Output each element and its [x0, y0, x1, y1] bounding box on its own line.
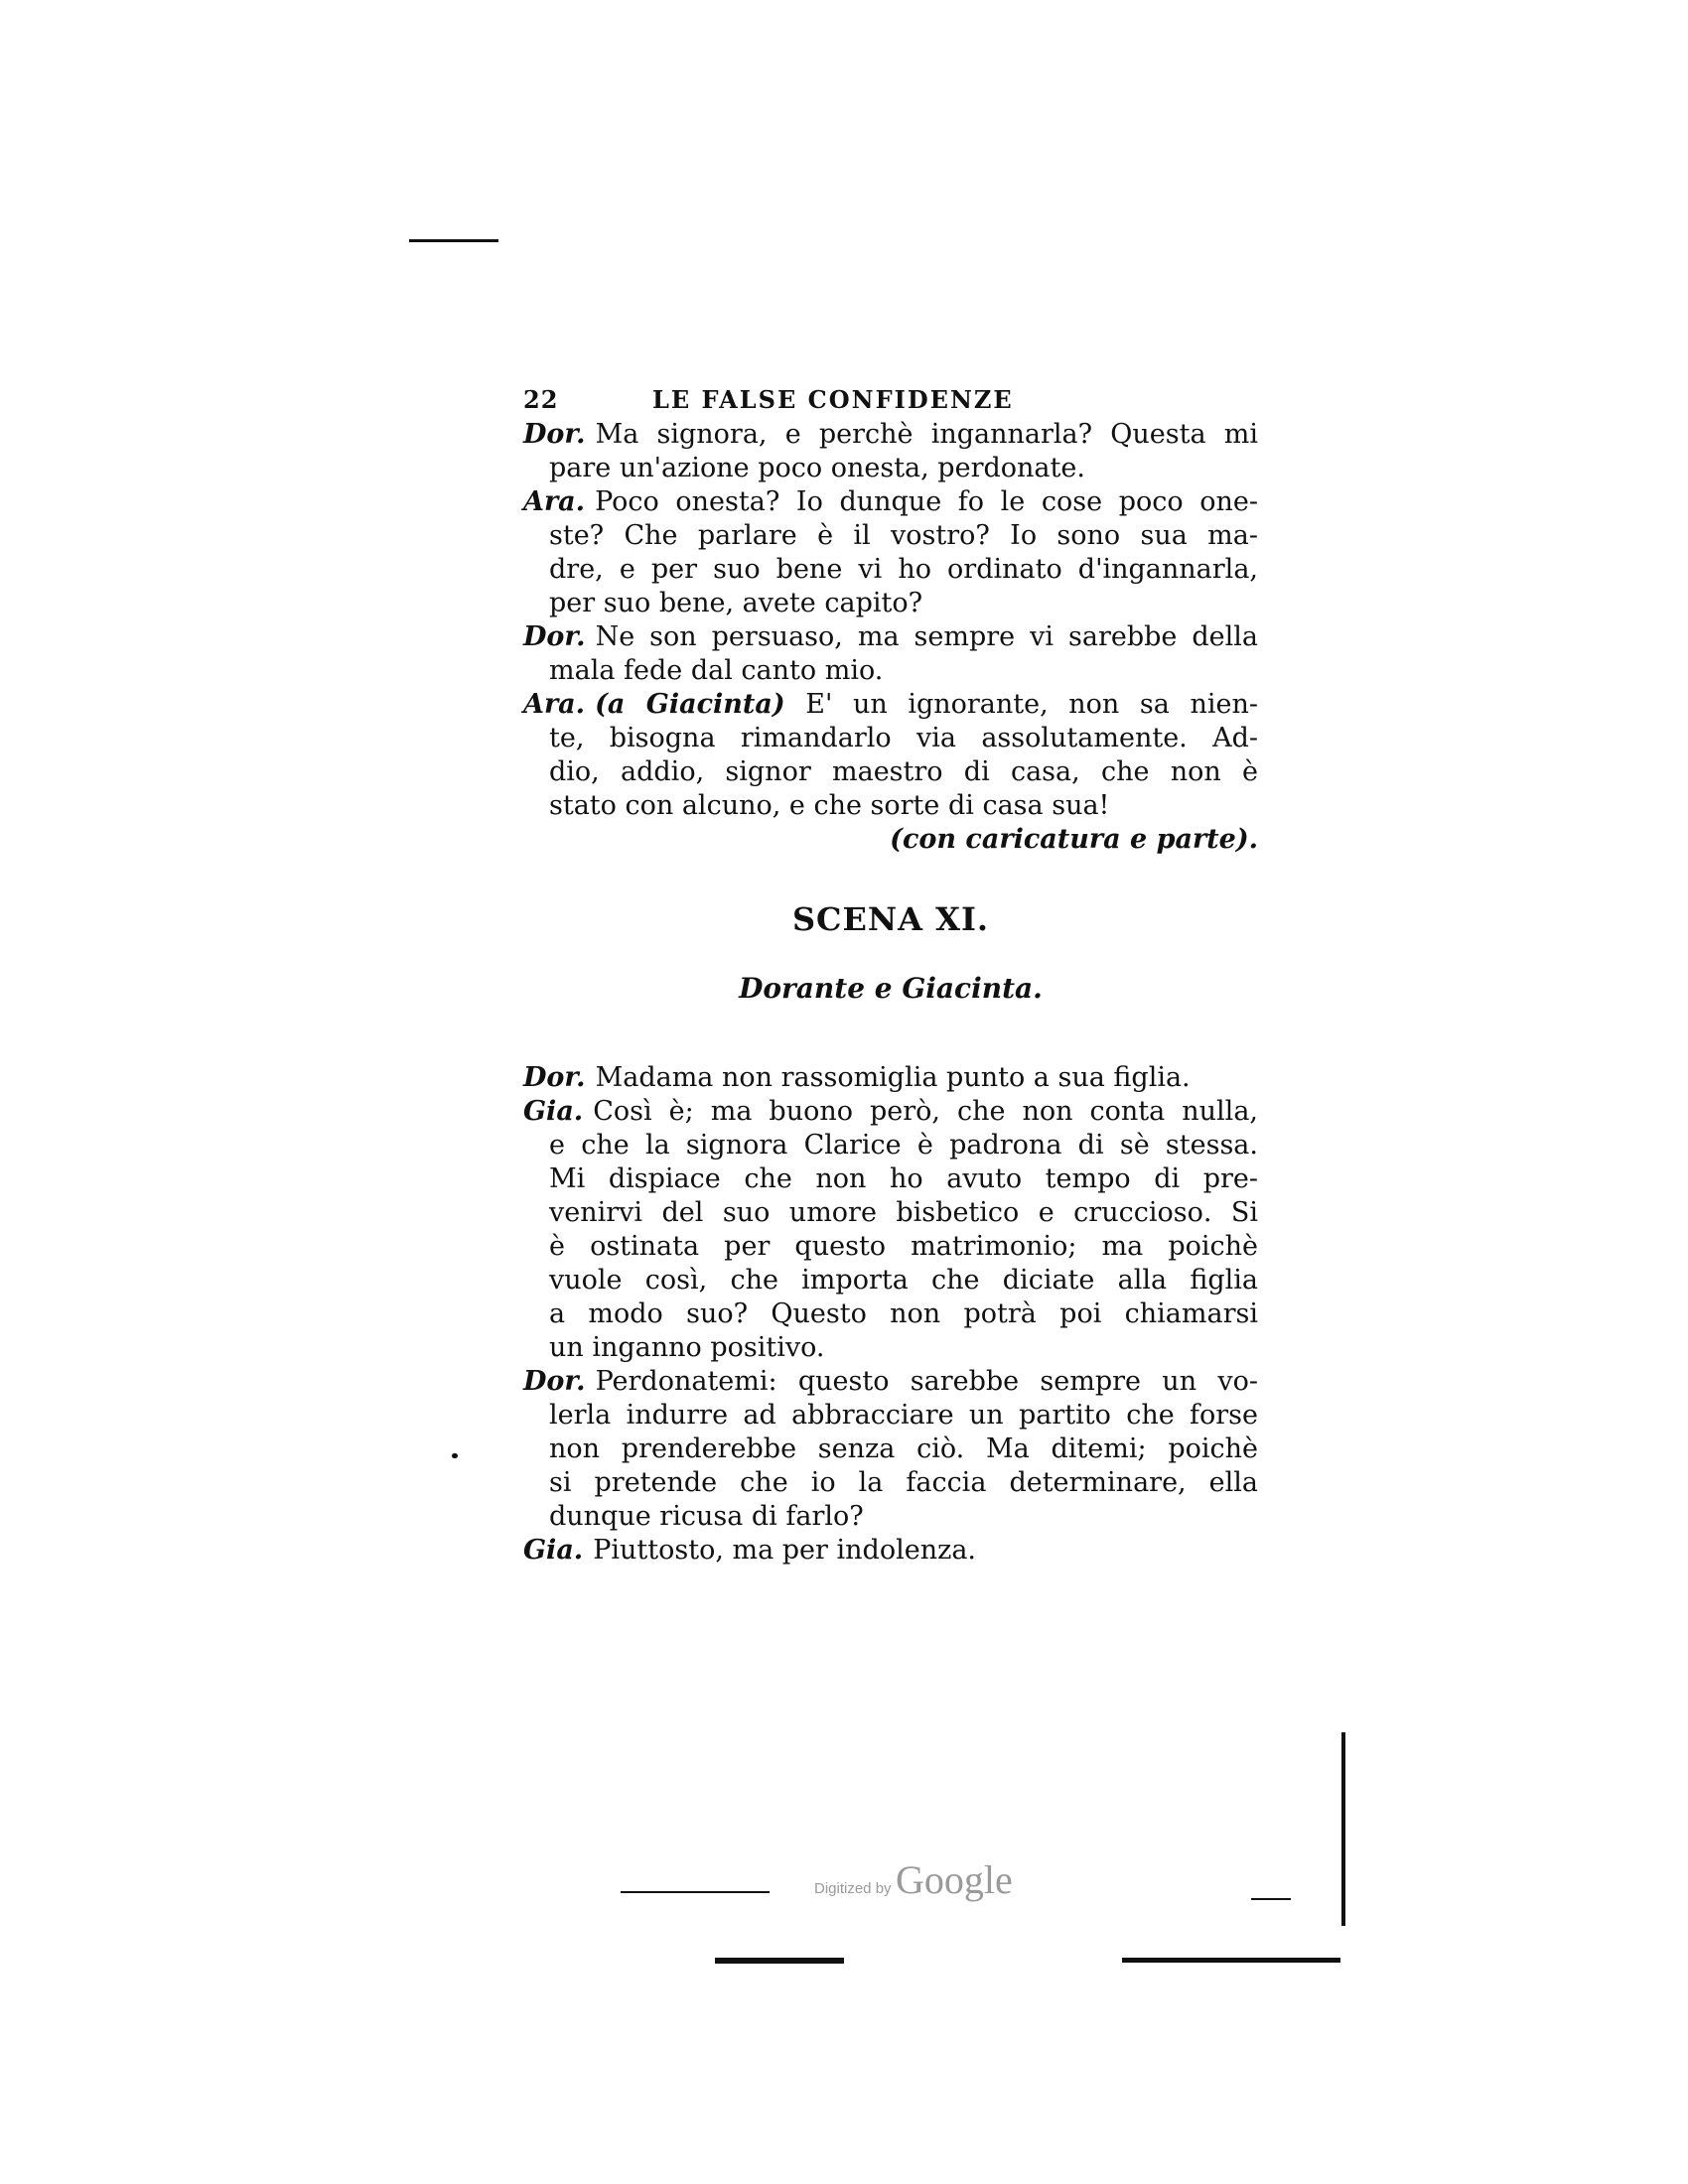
- scene-heading: SCENA XI.: [791, 900, 990, 938]
- speech-line: Poco onesta? Io dunque fo le cose poco one-: [595, 486, 1258, 517]
- speaker-label: Ara.: [523, 486, 586, 517]
- speech-line: Piuttosto, ma per indolenza.: [593, 1535, 976, 1566]
- speaker-label: Dor.: [523, 1062, 586, 1093]
- speech-araminta-1: [523, 485, 1258, 620]
- speech-line: mala fede dal canto mio.: [549, 655, 884, 686]
- scan-artifact-top-rule: [409, 239, 498, 242]
- speaker-label: Gia.: [523, 1535, 584, 1566]
- speech-line: a modo suo? Questo non potrà poi chiamarsi: [549, 1298, 1258, 1329]
- speech-line: Madama non rassomiglia punto a sua figlia.: [595, 1062, 1191, 1093]
- speech-line: te, bisogna rimandarlo via assolutamente. Ad-: [549, 723, 1258, 753]
- speech-line: dre, e per suo bene vi ho ordinato d'ingannarla,: [549, 554, 1258, 585]
- scene-characters: Dorante e Giacinta.: [739, 972, 1043, 1005]
- speech-line: Mi dispiace che non ho avuto tempo di pre-: [549, 1163, 1258, 1194]
- speech-dorante-1: [523, 418, 1258, 485]
- exit-stage-direction: (con caricatura e parte).: [890, 824, 1258, 855]
- speech-giacinta-1: [523, 1095, 1258, 1365]
- scan-artifact-right-edge: [1341, 1732, 1345, 1926]
- speech-line: dio, addio, signor maestro di casa, che non è: [549, 756, 1258, 787]
- scan-artifact-bottom-band-1: [715, 1958, 844, 1964]
- running-title: LE FALSE CONFIDENZE: [652, 385, 1014, 414]
- speech-line: dunque ricusa di farlo?: [549, 1501, 864, 1532]
- digitized-watermark: [814, 1856, 1013, 1903]
- inline-stage-direction: (a Giacinta): [595, 689, 785, 720]
- google-logo-text: Google: [896, 1857, 1013, 1902]
- speech-line: Ma signora, e perchè ingannarla? Questa mi: [595, 419, 1258, 450]
- speech-araminta-2: [523, 688, 1258, 857]
- speech-line: ste? Che parlare è il vostro? Io sono sua ma-: [549, 520, 1258, 551]
- speech-line: un inganno positivo.: [549, 1332, 825, 1363]
- speech-line: pare un'azione poco onesta, perdonate.: [549, 453, 1085, 483]
- speech-dorante-3: [523, 1061, 1258, 1095]
- speech-line: lerla indurre ad abbracciare un partito che forse: [549, 1400, 1258, 1431]
- scan-artifact-dot: [452, 1453, 458, 1458]
- speech-line: per suo bene, avete capito?: [549, 588, 923, 618]
- speech-line: E' un ignorante, non sa nien-: [805, 689, 1258, 720]
- speech-giacinta-2: [523, 1534, 1258, 1568]
- speaker-label: Gia.: [523, 1096, 584, 1127]
- speech-line: Così è; ma buono però, che non conta nulla,: [593, 1096, 1258, 1127]
- page-text: [523, 382, 1258, 1568]
- page-number: 22: [523, 385, 559, 414]
- speaker-label: Dor.: [523, 621, 586, 652]
- speech-line: stato con alcuno, e che sorte di casa sua!: [549, 790, 1110, 821]
- speech-line: vuole così, che importa che diciate alla figlia: [549, 1265, 1258, 1296]
- speaker-label: Ara.: [523, 689, 586, 720]
- speech-dorante-4: [523, 1365, 1258, 1534]
- speech-line: è ostinata per questo matrimonio; ma poichè: [549, 1231, 1258, 1262]
- watermark-prefix: Digitized by: [814, 1880, 892, 1897]
- speech-line: venirvi del suo umore bisbetico e crucciosо. Si: [549, 1197, 1258, 1228]
- speech-line: si pretende che io la faccia determinare, ella: [549, 1467, 1258, 1498]
- speech-dorante-2: [523, 620, 1258, 688]
- speaker-label: Dor.: [523, 419, 586, 450]
- speech-line: Ne son persuaso, ma sempre vi sarebbe della: [595, 621, 1258, 652]
- speech-line: Perdonatemi: questo sarebbe sempre un vo-: [595, 1366, 1258, 1397]
- scan-artifact-bottom-rule-right: [1251, 1898, 1291, 1900]
- speaker-label: Dor.: [523, 1366, 586, 1397]
- scan-artifact-bottom-band-2: [1122, 1958, 1340, 1963]
- running-head: [523, 382, 1258, 418]
- speech-line: non prenderebbe senza ciò. Ma ditemi; poichè: [549, 1433, 1258, 1464]
- scan-artifact-bottom-rule-left: [621, 1891, 770, 1893]
- speech-line: e che la signora Clarice è padrona di sè stessa.: [549, 1130, 1258, 1160]
